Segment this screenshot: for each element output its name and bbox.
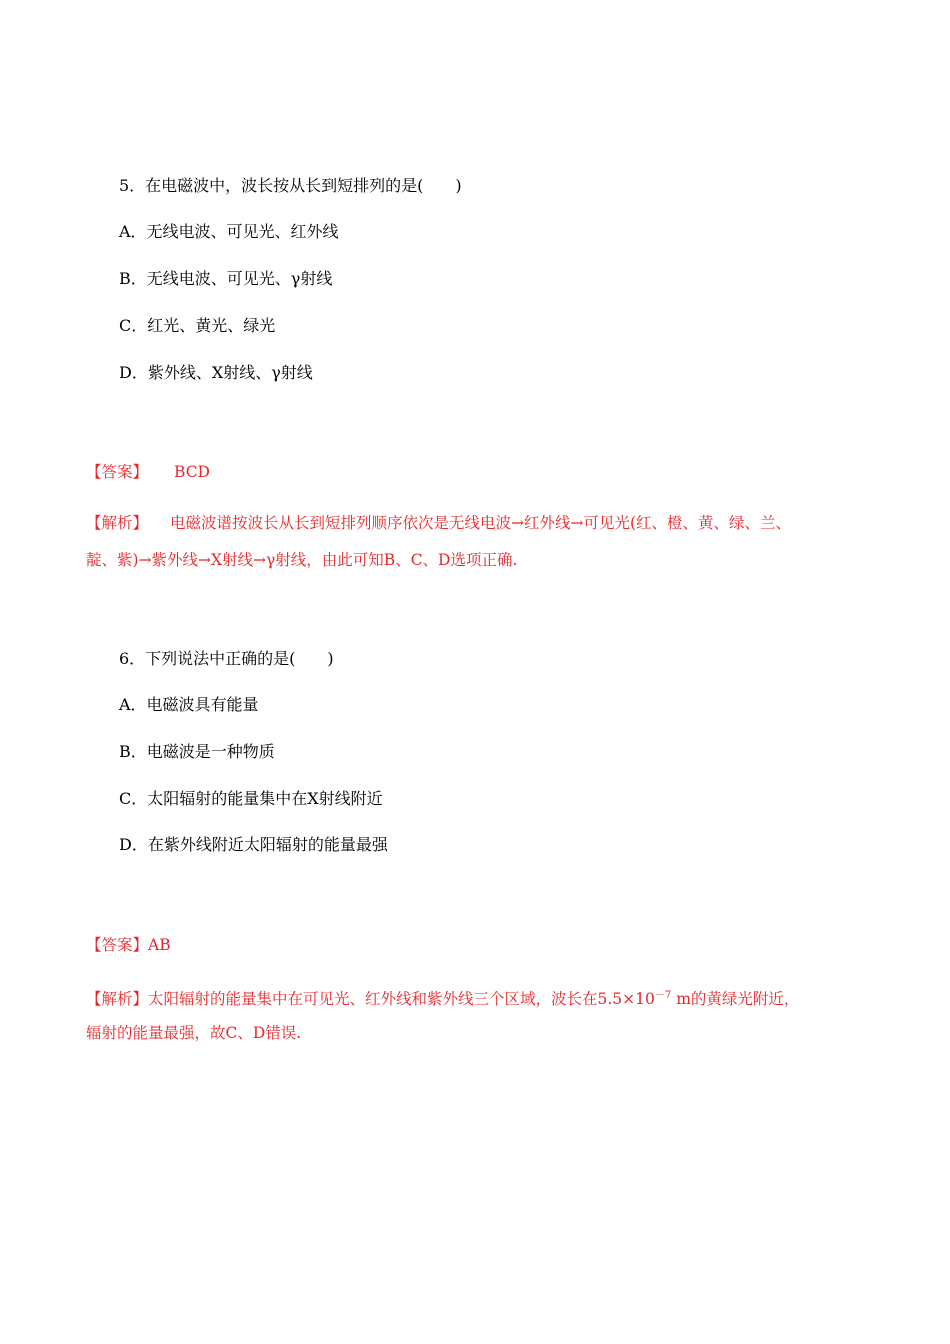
- q6-option-d: D．在紫外线附近太阳辐射的能量最强: [119, 835, 388, 854]
- q5-analysis-text1: 电磁波谱按波长从长到短排列顺序依次是无线电波→红外线→可见光(红、橙、黄、绿、兰、: [170, 514, 792, 532]
- q6-analysis-label: 【解析】: [86, 990, 149, 1008]
- q6-option-b: B．电磁波是一种物质: [119, 742, 275, 761]
- q6-analysis-text1-post: m的黄绿光附近，: [671, 990, 800, 1008]
- q6-answer: [86, 935, 171, 955]
- q6-analysis-text1-pre: 太阳辐射的能量集中在可见光、红外线和紫外线三个区域，波长在5.5×10: [148, 990, 655, 1008]
- q5-stem: 5．在电磁波中，波长按从长到短排列的是( ): [119, 176, 462, 195]
- q6-answer-label: 【答案】: [86, 936, 149, 954]
- q5-option-d: D．紫外线、X射线、γ射线: [119, 363, 313, 382]
- q6-option-c: C．太阳辐射的能量集中在X射线附近: [119, 789, 383, 808]
- q6-stem: 6．下列说法中正确的是( ): [119, 649, 334, 668]
- q5-option-b: B．无线电波、可见光、γ射线: [119, 269, 333, 288]
- q6-answer-value: AB: [148, 936, 171, 954]
- q5-option-c: C．红光、黄光、绿光: [119, 316, 276, 335]
- q5-analysis-line2: 靛、紫)→紫外线→X射线→γ射线，由此可知B、C、D选项正确.: [86, 551, 518, 569]
- q6-analysis-line2: 辐射的能量最强，故C、D错误.: [86, 1024, 302, 1042]
- q6-analysis-line1: [86, 986, 799, 1009]
- q6-analysis-exponent: －7: [654, 990, 672, 1001]
- q5-answer-value: BCD: [174, 463, 210, 481]
- q5-answer-label: 【答案】: [86, 463, 149, 481]
- q5-analysis-label: 【解析】: [86, 514, 149, 532]
- q6-option-a: A．电磁波具有能量: [119, 695, 259, 714]
- q5-option-a: A．无线电波、可见光、红外线: [119, 222, 339, 241]
- q5-analysis-line1: [86, 513, 791, 533]
- q5-answer: [86, 462, 210, 482]
